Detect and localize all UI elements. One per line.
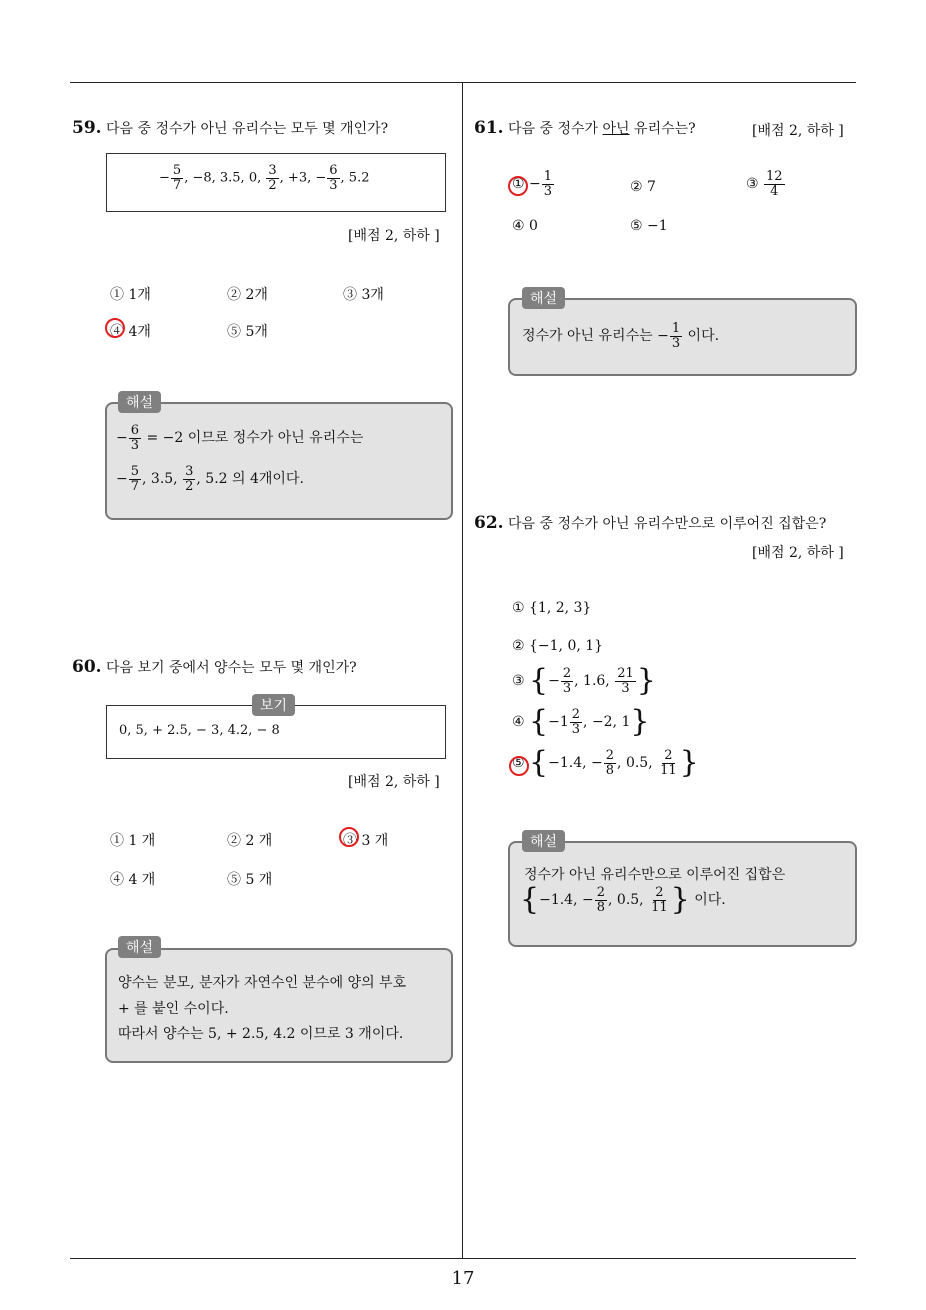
question-number: 59. [72, 118, 102, 138]
solution-line-1: 정수가 아닌 유리수는 − $\frac{1}{3}$ 이다. [522, 321, 720, 351]
option-2[interactable]: ② {−1, 0, 1} [512, 638, 604, 654]
option-2[interactable]: ② 2개 [227, 287, 268, 303]
option-2[interactable]: ② 2 개 [227, 833, 273, 849]
question-number: 60. [72, 657, 102, 677]
option-1[interactable]: ① − $\frac{1}{3}$ [512, 169, 553, 199]
question-text: 다음 중 정수가 아닌 유리수만으로 이루어진 집합은? [508, 516, 827, 532]
solution-line-1: 정수가 아닌 유리수만으로 이루어진 집합은 [524, 867, 786, 883]
solution-line-1: 양수는 분모, 분자가 자연수인 분수에 양의 부호 [118, 975, 407, 991]
question-60 [72, 657, 357, 677]
example-values: 0, 5, + 2.5, − 3, 4.2, − 8 [119, 723, 280, 738]
fraction: $\frac{6}{3}$ [329, 163, 338, 193]
fraction: $\frac{5}{7}$ [172, 163, 182, 193]
solution-box [105, 402, 453, 520]
option-5[interactable]: ⑤ 5 개 [227, 872, 273, 888]
question-text: 다음 중 정수가 아닌 유리수는 모두 몇 개인가? [106, 121, 389, 137]
option-2[interactable]: ② 7 [630, 179, 656, 195]
top-rule [70, 82, 856, 83]
answer-mark-circle [105, 318, 125, 338]
option-1[interactable]: ① {1, 2, 3} [512, 600, 592, 616]
option-1[interactable]: ① 1 개 [110, 833, 156, 849]
option-4[interactable]: ④ 0 [512, 218, 538, 234]
solution-tag: 해설 [522, 287, 565, 309]
option-4[interactable]: ④ {−1 $\frac{2}{3}$ , −2, 1} [512, 704, 650, 739]
solution-tag: 해설 [118, 391, 161, 413]
option-3[interactable]: ③ {− $\frac{2}{3}$ , 1.6, $\frac{21}{3}$ } [512, 663, 656, 698]
number-list-box: − $\frac{5}{7}$ , −8, 3.5, 0, $\frac{3}{2}$ , +3, − $\frac{6}{3}$ , 5.2 [106, 153, 446, 212]
solution-tag: 해설 [118, 936, 161, 958]
question-61: 61. 다음 중 정수가 아닌 유리수는? [474, 118, 696, 138]
question-62 [474, 513, 826, 533]
option-5[interactable]: ⑤ −1 [630, 218, 668, 234]
page-number: 17 [451, 1268, 475, 1289]
score-label: [배점 2, 하하 ] [348, 228, 440, 244]
underlined-word: 아닌 [602, 121, 630, 137]
score-label: [배점 2, 하하 ] [752, 545, 844, 561]
solution-line-2: − $\frac{5}{7}$ , 3.5, $\frac{3}{2}$ , 5.2 의 4개이다. [116, 464, 304, 494]
solution-line-2: {−1.4, − $\frac{2}{8}$ , 0.5, $\frac{2}{11}$ } 이다. [520, 882, 726, 917]
example-tag: 보기 [252, 694, 295, 716]
score-label: [배점 2, 하하 ] [752, 123, 844, 139]
answer-mark-circle [339, 827, 359, 847]
column-divider [462, 82, 463, 1259]
question-text: 다음 보기 중에서 양수는 모두 몇 개인가? [106, 660, 357, 676]
solution-line-3: 따라서 양수는 5, + 2.5, 4.2 이므로 3 개이다. [118, 1026, 404, 1042]
fraction: $\frac{3}{2}$ [268, 163, 277, 193]
score-label: [배점 2, 하하 ] [348, 774, 440, 790]
option-4[interactable]: ④ 4 개 [110, 872, 156, 888]
option-3[interactable]: ③ 3 개 [343, 833, 389, 849]
solution-line-1: − $\frac{6}{3}$ = −2 이므로 정수가 아닌 유리수는 [116, 423, 364, 453]
answer-mark-circle [508, 176, 528, 196]
option-3[interactable]: ③ 3개 [343, 287, 384, 303]
option-1[interactable]: ① 1개 [110, 287, 151, 303]
solution-line-2: + 를 붙인 수이다. [118, 1001, 229, 1017]
answer-mark-circle [509, 756, 529, 776]
solution-tag: 해설 [522, 830, 565, 852]
option-3[interactable]: ③ $\frac{12}{4}$ [746, 169, 783, 199]
option-5[interactable]: ⑤ {−1.4, − $\frac{2}{8}$ , 0.5, $\frac{2}{11}$ } [512, 745, 699, 780]
question-number: 61. [474, 118, 504, 138]
option-5[interactable]: ⑤ 5개 [227, 324, 268, 340]
option-4[interactable]: ④ 4개 [110, 324, 151, 340]
bottom-rule [70, 1258, 856, 1259]
question-59 [72, 118, 388, 138]
question-number: 62. [474, 513, 504, 533]
